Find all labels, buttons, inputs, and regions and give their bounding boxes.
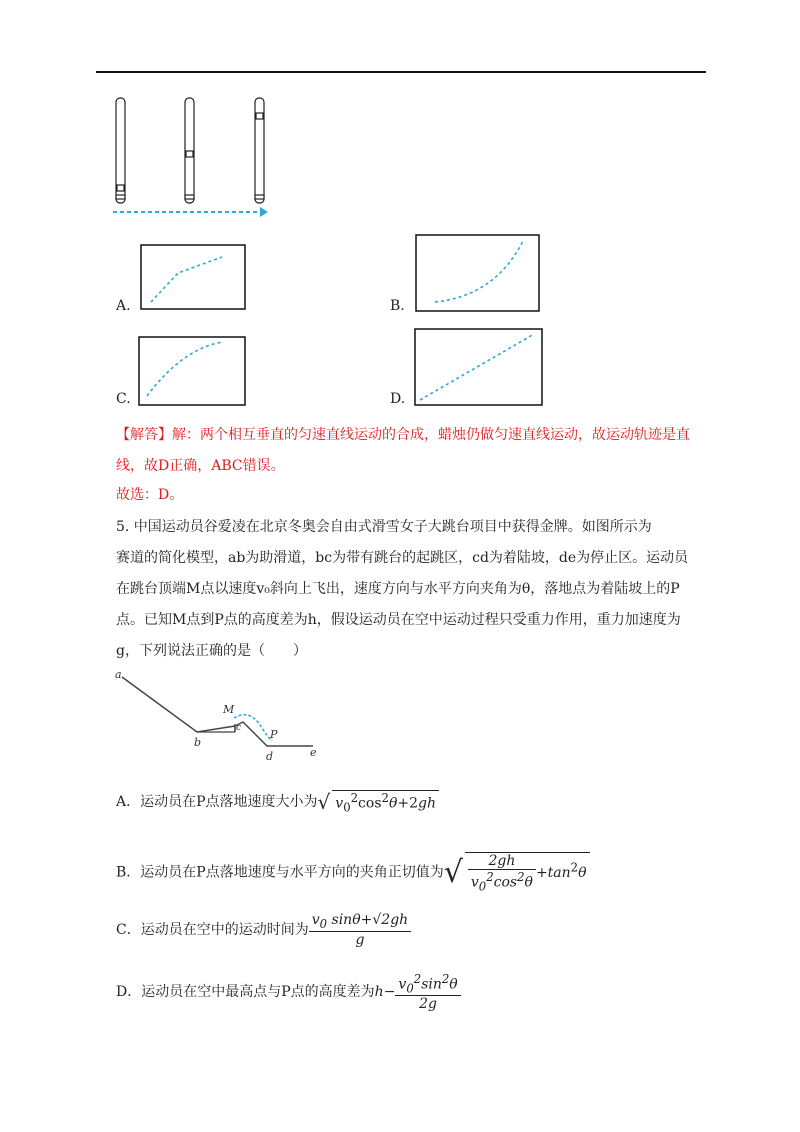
candle-2 bbox=[186, 151, 193, 157]
q5-line-3: 在跳台顶端M点以速度v₀斜向上飞出，速度方向与水平方向夹角为θ，落地点为着陆坡上的P bbox=[116, 581, 680, 597]
label-p: P bbox=[270, 728, 278, 741]
q5-line-1: 5. 中国运动员谷爱凌在北京冬奥会自由式滑雪女子大跳台项目中获得金牌。如图所示为 bbox=[116, 519, 652, 535]
answer-line-3: 故选：D。 bbox=[116, 487, 184, 503]
choice-d[interactable] bbox=[116, 972, 461, 1012]
header-rule bbox=[96, 71, 706, 73]
option-b-graph[interactable] bbox=[415, 234, 540, 312]
choice-d-text: D．运动员在空中最高点与P点的高度差为 bbox=[116, 984, 375, 1001]
label-b: b bbox=[194, 736, 202, 749]
choice-a[interactable]: A．运动员在P点落地速度大小为√ $v_0^2\cos^2\theta+2gh$ bbox=[116, 790, 439, 814]
ski-track-diagram bbox=[110, 668, 330, 763]
choice-c[interactable] bbox=[116, 912, 411, 948]
choice-b-formula: $\frac{2gh}{v_0^2\cos^2\theta}$ $+\tan^2\theta$ bbox=[465, 852, 590, 893]
choice-a-formula: $v_0^2\cos^2\theta+2gh$ bbox=[332, 790, 439, 814]
q5-line-2: 赛道的简化模型，ab为助滑道，bc为带有跳台的起跳区，cd为着陆坡，de为停止区。运动员 bbox=[116, 550, 689, 566]
choice-b[interactable]: B．运动员在P点落地速度与水平方向的夹角正切值为√ $\frac{2gh}{v_0^2\cos^2\theta}$ $+\tan^2\theta$ bbox=[116, 852, 590, 893]
candle-3 bbox=[256, 113, 263, 119]
q5-line-5: g，下列说法正确的是（ ） bbox=[116, 643, 307, 659]
option-c-graph[interactable] bbox=[138, 336, 246, 406]
q5-line-4: 点。已知M点到P点的高度差为h，假设运动员在空中运动过程只受重力作用，重力加速度为 bbox=[116, 612, 681, 628]
choice-d-formula: h− $\frac{v_0^2\sin^2\theta}{2g}$ bbox=[375, 984, 461, 1000]
choice-c-text: C．运动员在空中的运动时间为 bbox=[116, 921, 309, 938]
label-c: c bbox=[236, 723, 242, 733]
choice-b-text: B．运动员在P点落地速度与水平方向的夹角正切值为 bbox=[116, 864, 444, 881]
choice-c-formula: $\frac{v_0 \sin\theta+√2gh}{g}$ bbox=[309, 912, 411, 948]
option-b-label[interactable]: B. bbox=[390, 298, 405, 314]
candle-tubes-figure bbox=[108, 95, 278, 220]
option-a-graph[interactable] bbox=[140, 244, 246, 310]
option-c-label[interactable]: C. bbox=[116, 391, 131, 407]
option-d-label[interactable]: D. bbox=[390, 391, 406, 407]
option-a-label[interactable]: A. bbox=[116, 298, 131, 314]
label-m: M bbox=[223, 703, 235, 716]
answer-line-1: 【解答】解：两个相互垂直的匀速直线运动的合成，蜡烛仍做匀速直线运动，故运动轨迹是直 bbox=[116, 427, 690, 443]
label-a: a bbox=[115, 668, 122, 681]
arrow-head-icon bbox=[260, 207, 268, 217]
label-e: e bbox=[310, 746, 317, 759]
candle-1 bbox=[117, 185, 124, 191]
choice-a-text: A．运动员在P点落地速度大小为 bbox=[116, 794, 318, 811]
answer-line-2: 线，故D正确，ABC错误。 bbox=[116, 458, 285, 474]
label-d: d bbox=[266, 750, 274, 763]
option-d-graph[interactable] bbox=[414, 328, 543, 406]
